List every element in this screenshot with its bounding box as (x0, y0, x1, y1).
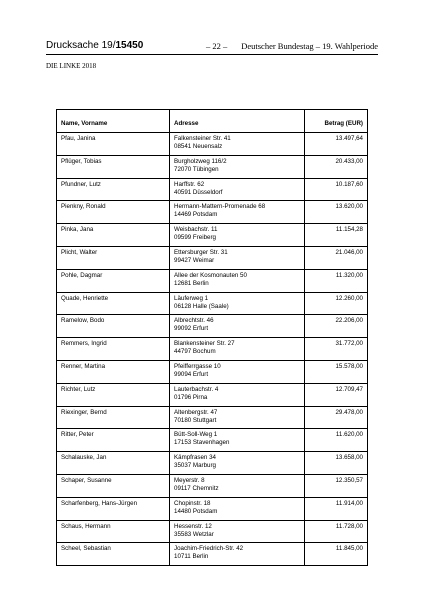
address-street: Altenbergstr. 47 (174, 408, 218, 416)
donor-address (170, 406, 305, 429)
donation-amount: 13.497,64 (305, 133, 368, 156)
table-body (57, 133, 368, 566)
address-street: Lauterbachstr. 4 (174, 385, 219, 393)
address-city: 17153 Stavenhagen (174, 439, 230, 447)
page-number: – 22 – (206, 41, 228, 51)
address-street: Allee der Kosmonauten 50 (174, 271, 247, 279)
donor-address (170, 201, 305, 224)
donation-amount: 20.433,00 (305, 155, 368, 178)
table-row (57, 155, 368, 178)
parliament-label: Deutscher Bundestag – 19. Wahlperiode (241, 41, 378, 51)
donor-name: Remmers, Ingrid (57, 338, 170, 361)
donor-name: Scharfenberg, Hans-Jürgen (57, 497, 170, 520)
table-header-row (57, 110, 368, 133)
donation-amount: 31.772,00 (305, 338, 368, 361)
donor-name: Richter, Lutz (57, 383, 170, 406)
donation-amount: 12.350,57 (305, 474, 368, 497)
donor-address (170, 497, 305, 520)
donation-amount: 13.658,00 (305, 452, 368, 475)
address-street: Hermann-Mattern-Promenade 68 (174, 203, 266, 211)
table-row (57, 178, 368, 201)
table-row (57, 429, 368, 452)
donor-name: Schalauske, Jan (57, 452, 170, 475)
address-city: 35037 Marburg (174, 462, 216, 470)
donor-name: Pienkny, Ronald (57, 201, 170, 224)
address-street: Joachim-Friedrich-Str. 42 (174, 545, 244, 553)
address-city: 99427 Weimar (174, 256, 215, 264)
column-header-name: Name, Vorname (57, 110, 170, 133)
address-city: 09599 Freiberg (174, 234, 216, 242)
address-street: Burgholzweg 116/2 (174, 157, 227, 165)
table-row (57, 133, 368, 156)
table-row (57, 474, 368, 497)
donation-amount: 11.845,00 (305, 543, 368, 566)
table-row (57, 292, 368, 315)
address-street: Falkensteiner Str. 41 (174, 135, 231, 142)
donor-name: Ritter, Peter (57, 429, 170, 452)
donor-address (170, 520, 305, 543)
donor-address (170, 474, 305, 497)
table-row (57, 315, 368, 338)
table-row (57, 201, 368, 224)
donor-name: Quade, Henriette (57, 292, 170, 315)
donation-amount: 15.578,00 (305, 360, 368, 383)
donor-address (170, 178, 305, 201)
donor-address (170, 155, 305, 178)
donor-name: Riexinger, Bernd (57, 406, 170, 429)
table-row (57, 406, 368, 429)
address-street: Chopinstr. 18 (174, 499, 211, 507)
donation-amount: 11.320,00 (305, 269, 368, 292)
address-city: 09117 Chemnitz (174, 484, 219, 492)
table-row (57, 543, 368, 566)
donation-amount: 11.154,28 (305, 224, 368, 247)
donation-amount: 10.187,60 (305, 178, 368, 201)
donor-name: Pflüger, Tobias (57, 155, 170, 178)
address-street: Blankensteiner Str. 27 (174, 340, 235, 348)
table-row (57, 497, 368, 520)
donor-address (170, 543, 305, 566)
column-header-amount: Betrag (EUR) (305, 110, 368, 133)
donor-name: Plicht, Walter (57, 246, 170, 269)
donor-name: Pfundner, Lutz (57, 178, 170, 201)
donor-address (170, 246, 305, 269)
address-street: Bütt-Soll-Weg 1 (174, 431, 218, 439)
address-street: Meyerstr. 8 (174, 476, 205, 484)
donations-table (56, 109, 368, 566)
donation-amount: 11.914,00 (305, 497, 368, 520)
address-city: 40591 Düsseldorf (174, 188, 223, 196)
donor-address (170, 292, 305, 315)
donation-amount: 13.620,00 (305, 201, 368, 224)
address-city: 01796 Pirna (174, 393, 208, 401)
donor-name: Pfau, Janina (57, 133, 170, 156)
donation-amount: 22.206,00 (305, 315, 368, 338)
donation-amount: 12.260,00 (305, 292, 368, 315)
donation-amount: 11.728,00 (305, 520, 368, 543)
address-street: Hessenstr. 12 (174, 522, 212, 530)
party-year-heading: DIE LINKE 2018 (46, 62, 97, 70)
donor-address (170, 315, 305, 338)
document-number: Drucksache 19/15450 (46, 40, 144, 51)
address-street: Kämpfrasen 34 (174, 454, 216, 462)
donor-address (170, 452, 305, 475)
address-city: 12681 Berlin (174, 279, 209, 287)
table-row (57, 360, 368, 383)
address-street: Ettersburger Str. 31 (174, 248, 228, 256)
address-city: 70180 Stuttgart (174, 416, 217, 424)
table-row (57, 246, 368, 269)
address-city: 06128 Halle (Saale) (174, 302, 229, 310)
donation-amount: 21.046,00 (305, 246, 368, 269)
donation-amount: 11.620,00 (305, 429, 368, 452)
donation-amount: 12.709,47 (305, 383, 368, 406)
table-row (57, 338, 368, 361)
address-city: 44797 Bochum (174, 348, 216, 356)
address-city: 10711 Berlin (174, 553, 209, 561)
table-row (57, 452, 368, 475)
table-row (57, 520, 368, 543)
address-city: 99092 Erfurt (174, 325, 209, 333)
address-city: 72070 Tübingen (174, 165, 219, 173)
donor-name: Pinka, Jana (57, 224, 170, 247)
donor-address (170, 269, 305, 292)
address-city: 14469 Potsdam (174, 211, 218, 219)
donor-address (170, 360, 305, 383)
donor-name: Schaper, Susanne (57, 474, 170, 497)
donor-address (170, 383, 305, 406)
address-city: 14480 Potsdam (174, 507, 218, 515)
table-row (57, 383, 368, 406)
address-street: Pfeifferrgasse 10 (174, 362, 221, 370)
donor-address (170, 224, 305, 247)
page-header (46, 40, 378, 55)
donor-address (170, 429, 305, 452)
table-row (57, 269, 368, 292)
donor-address (170, 133, 305, 156)
donor-name: Ramelow, Bodo (57, 315, 170, 338)
address-city: 08541 Neuensalz (174, 143, 223, 150)
donor-name: Renner, Martina (57, 360, 170, 383)
address-city: 99094 Erfurt (174, 370, 209, 378)
address-city: 35583 Wetzlar (174, 530, 214, 538)
address-street: Albrechtstr. 46 (174, 317, 214, 325)
donation-amount: 29.478,00 (305, 406, 368, 429)
donor-name: Scheel, Sebastian (57, 543, 170, 566)
address-street: Läuferweg 1 (174, 294, 209, 302)
address-street: Harffstr. 62 (174, 180, 205, 188)
donor-address (170, 338, 305, 361)
table-row (57, 224, 368, 247)
donor-name: Schaus, Hermann (57, 520, 170, 543)
address-street: Weisbachstr. 11 (174, 226, 218, 234)
column-header-address: Adresse (170, 110, 305, 133)
donor-name: Pohle, Dagmar (57, 269, 170, 292)
